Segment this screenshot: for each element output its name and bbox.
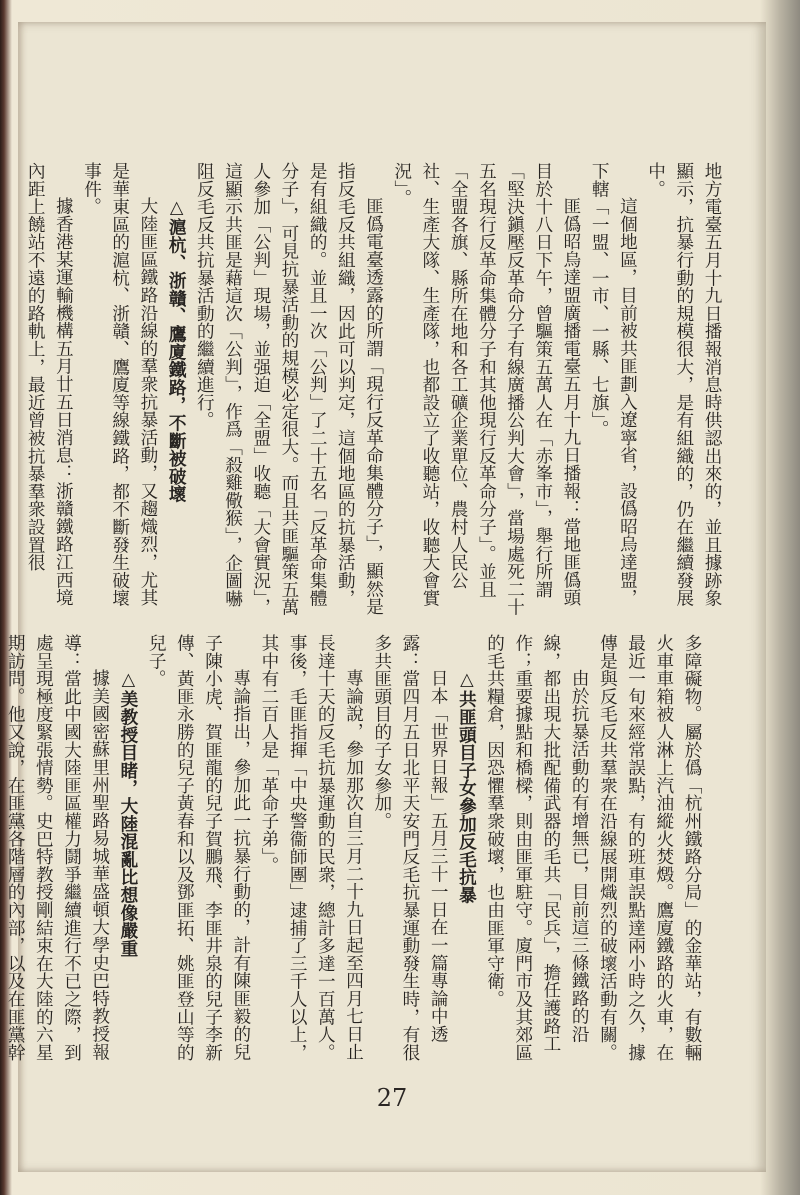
adjacent-page-edge <box>782 150 798 650</box>
upper-text-block <box>21 162 726 624</box>
section-heading: △美教授目睹，大陸混亂比想像嚴重 <box>117 669 139 958</box>
section-heading: △滬杭、浙贛、鷹廈鐵路，不斷被破壞 <box>166 197 188 504</box>
paragraph: 專論說，參加那次自三月二十九日起至四月七日止長達十天的反毛抗暴運動的民衆，總計多達一百萬人。事後，毛匪指揮「中央警衞師團」逮捕了三千人以上，其中有二百人是「革命子弟」。 <box>258 634 364 1062</box>
paragraph: 據美國密蘇里州聖路易城華盛頓大學史巴特教授報導：當此中國大陸匪區權力鬪爭繼續進行不已之際，到處呈現極度緊張情勢。史巴特教授剛結束在大陸的六星期訪問。他又說，在匪黨各階層的內部，以及在匪黨幹 <box>5 634 110 1062</box>
paragraph: 地方電臺五月十九日播報消息時供認出來的，並且據跡象顯示，抗暴行動的規模很大，是有組織的，仍在繼續發展中。 <box>645 162 722 607</box>
paragraph: 由於抗暴活動的有增無已，目前這三條鐵路的沿線，都出現大批配備武器的毛共「民兵」，擔任護路工作；重要據點和橋樑，則由匪軍駐守。廈門市及其郊區的毛共糧倉，因恐懼羣衆破壞，也由匪軍守衛。 <box>484 634 590 1062</box>
paragraph: 匪僞昭烏達盟廣播電臺五月十九日播報：當地匪僞頭目於十八日下午，曾驅策五萬人在「赤峯市」，舉行所謂「堅決鎭壓反革命分子有線廣播公判大會」，當場處死二十五名現行反革命集體分子和其他現行反革命分子」。並且「全盟各旗、縣所在地和各工礦企業單位、農村人民公社、生產大隊、生產隊，也都設立了收聽站，收聽大會實況」。 <box>391 162 581 616</box>
page-number: 27 <box>376 1084 408 1112</box>
section-heading: △共匪頭目子女參加反毛抗暴 <box>456 669 478 904</box>
paragraph: 這個地區，目前被共匪劃入遼寧省，設僞昭烏達盟，下轄「一盟、一市、一縣、七旗」。 <box>589 162 638 607</box>
paragraph: 專論指出，參加此一抗暴行動的，計有陳匪毅的兒子陳小虎、賀匪龍的兒子賀鵬飛、李匪井泉的兒子李新傳、黃匪永勝的兒子黃春和以及鄧匪拓、姚匪登山等的兒子。 <box>146 634 251 1062</box>
paragraph: 大陸匪區鐵路沿線的羣衆抗暴活動，又趨熾烈，尤其是華東區的滬杭、浙贛、鷹廈等線鐵路，都不斷發生破壞事件。 <box>81 162 158 607</box>
paragraph: 多障礙物。屬於僞「杭州鐵路分局」的金華站，有數輛火車車箱被人淋上汽油縱火焚燬。鷹廈鐵路的火車，在最近一旬來經常誤點，有的班車誤點達兩小時之久，據傳是與反毛反共羣衆在沿線展開熾烈的破壞活動有關。 <box>597 634 702 1062</box>
paragraph: 日本「世界日報」五月三十一日在一篇專論中透露：當四月五日北平天安門反毛抗暴運動發生時，有很多共匪頭目的子女參加。 <box>371 634 449 1062</box>
paragraph: 據香港某運輸機構五月廿五日消息：浙贛鐵路江西境內距上饒站不遠的路軌上，最近曾被抗暴羣衆設置很 <box>25 162 74 607</box>
paragraph: 匪僞電臺透露的所謂「現行反革命集體分子」，顯然是指反毛反共組織，因此可以判定，這個地區的抗暴活動，是有組織的。並且一次「公判」了二十五名「反革命集體分子」，可見抗暴活動的規模必定很大。而且共匪驅策五萬人參加「公判」現場，並强迫「全盟」收聽「大會實況」，這顯示共匪是藉這次「公判」，作爲「殺雞儆猴」，企圖嚇阻反毛反共抗暴活動的繼續進行。 <box>194 162 384 616</box>
book-page <box>5 22 766 1172</box>
lower-text-block <box>1 634 706 1076</box>
